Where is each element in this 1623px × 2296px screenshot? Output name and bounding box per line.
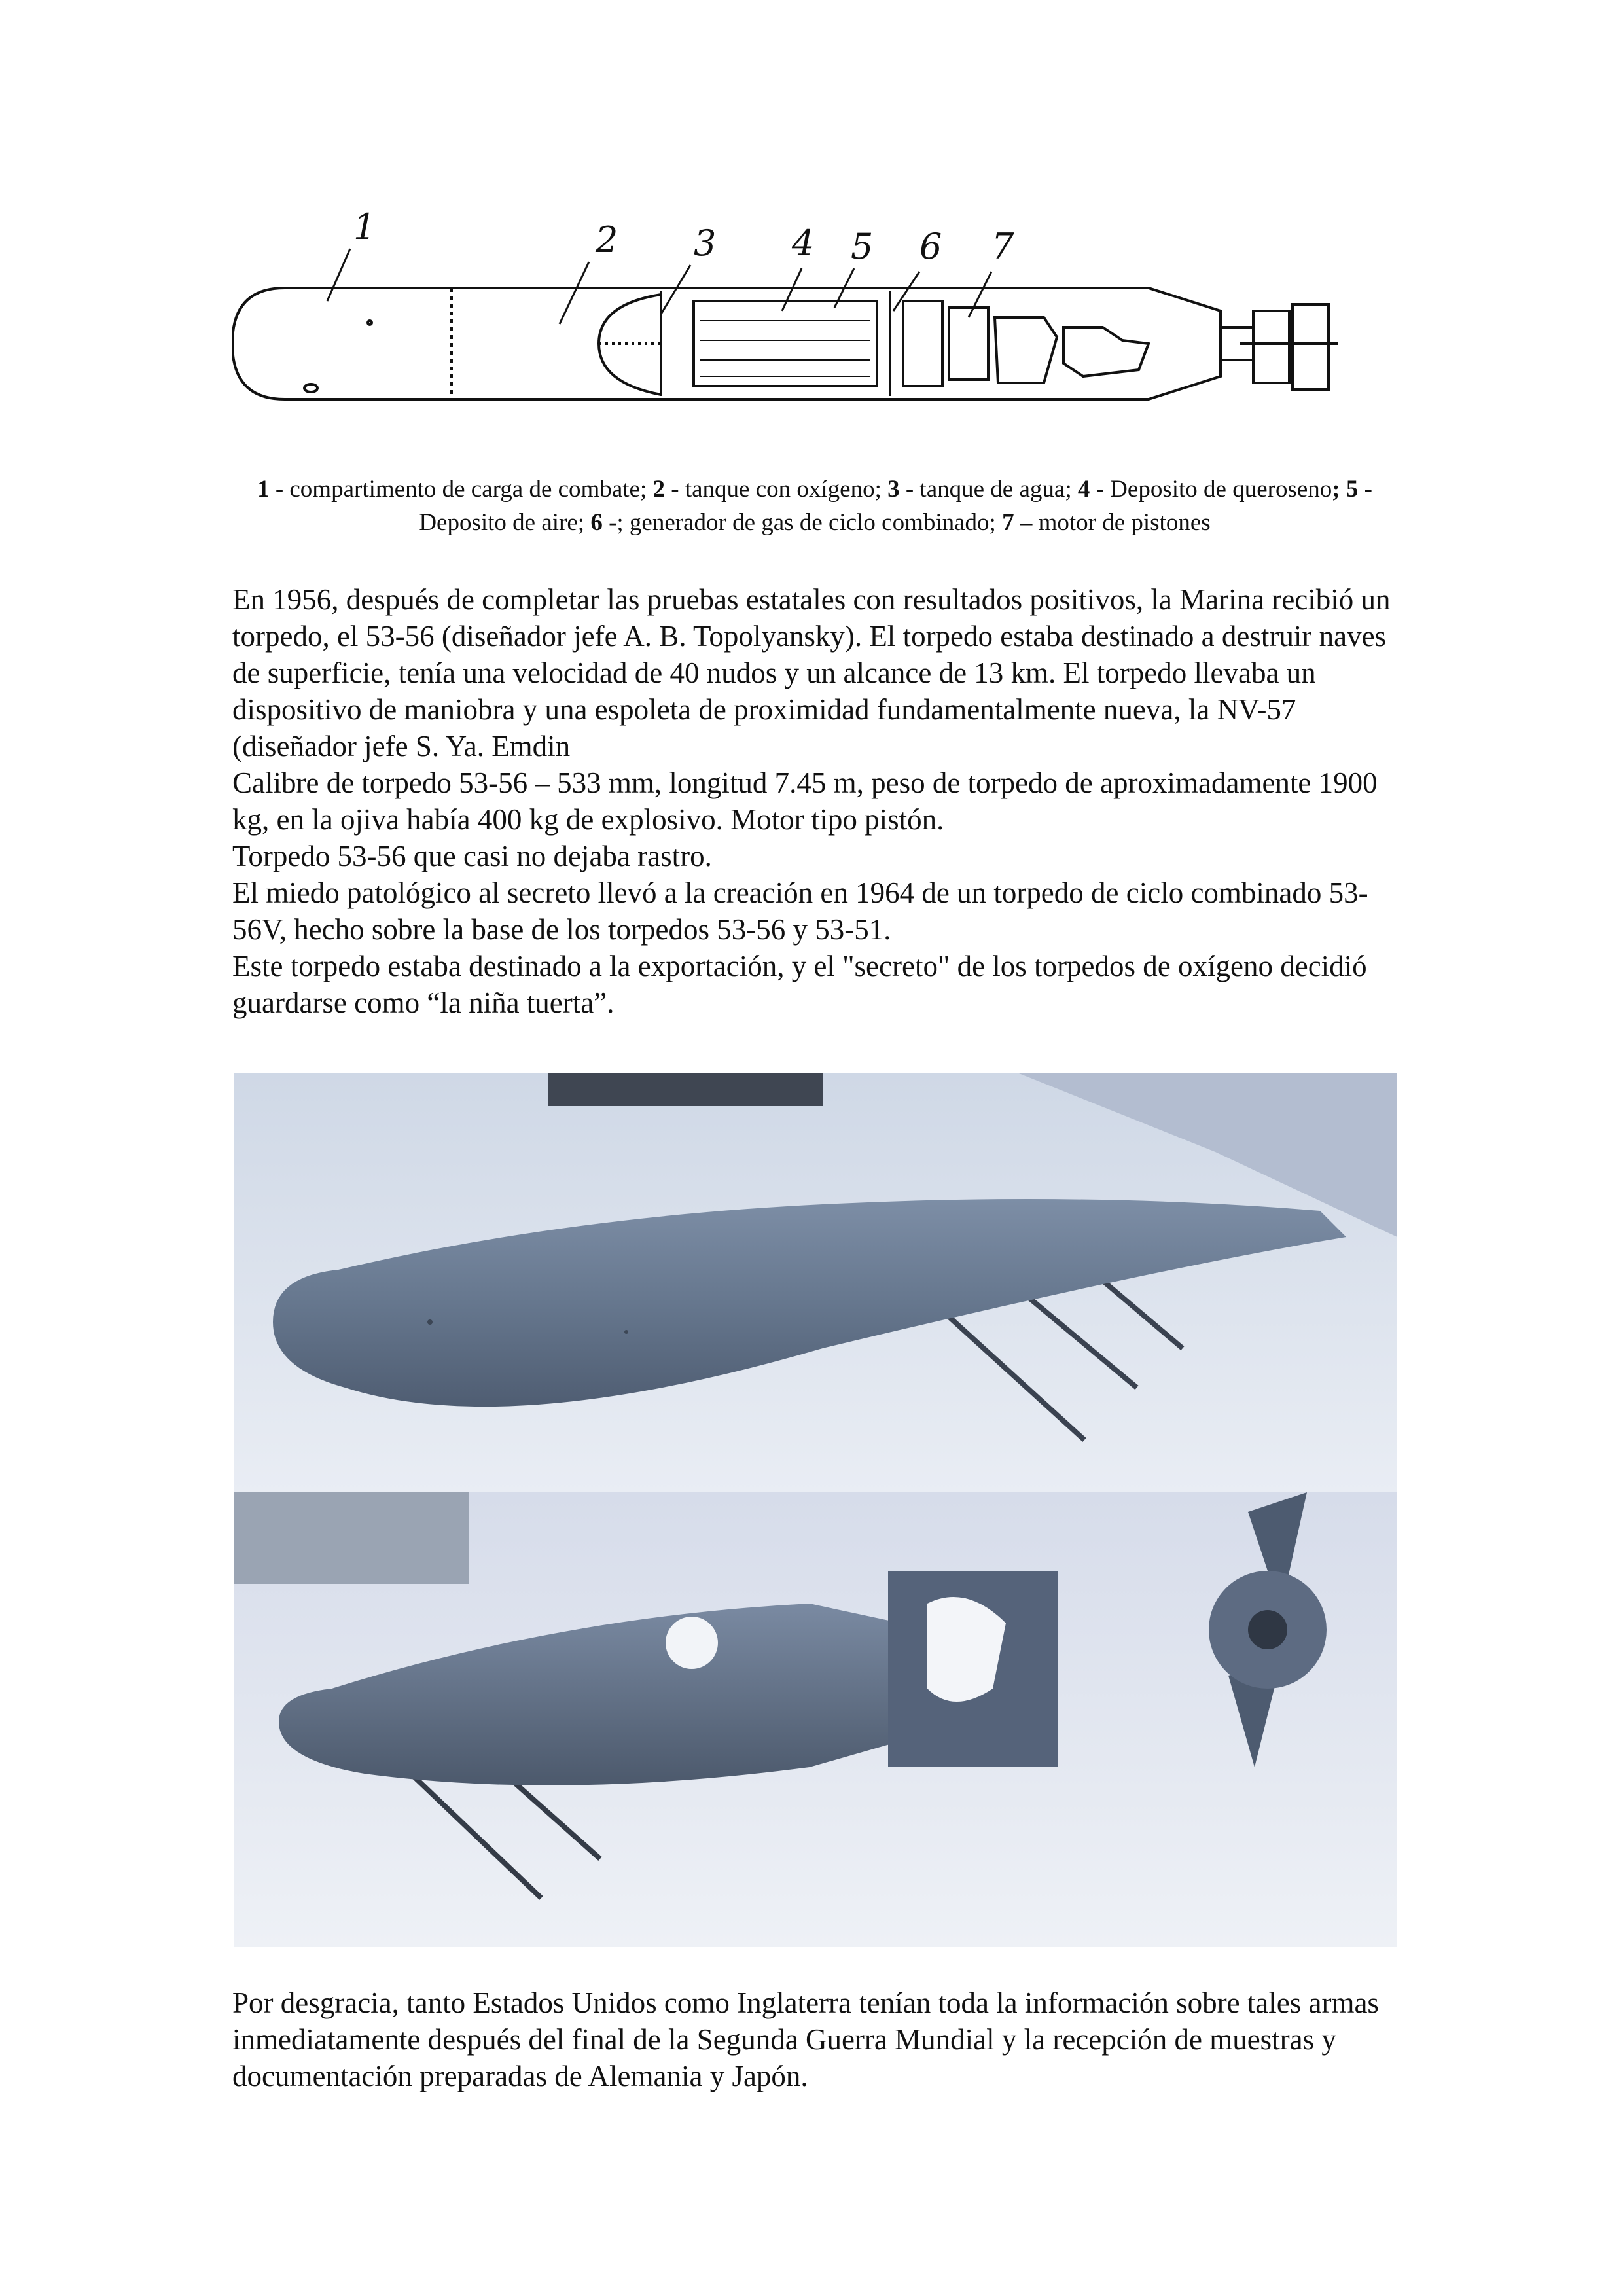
caption-num: 7 <box>1002 509 1014 536</box>
paragraph: Este torpedo estaba destinado a la exportación, y el "secreto" de los torpedos de oxígeno decidió guardarse como “la niña tuerta”. <box>232 950 1367 1019</box>
paragraph: En 1956, después de completar las pruebas estatales con resultados positivos, la Marina recibió un torpedo, el 53-56 (diseñador jefe A. B. Topolyansky). El torpedo estaba destinado a destruir naves de superficie, tenía una velocidad de 40 nudos y un alcance de 13 km. El torpedo llevaba un dispositivo de maniobra y una espoleta de proximidad fundamentalmente nueva, la NV-57 (diseñador jefe S. Ya. Emdin <box>232 583 1391 762</box>
diagram-label-2: 2 <box>596 219 618 260</box>
caption-text: - Deposito de aire; <box>419 476 1372 536</box>
diagram-caption <box>232 473 1397 539</box>
diagram-label-5: 5 <box>851 226 874 267</box>
body-text-section-1 <box>232 581 1397 1021</box>
caption-num: 6 <box>590 509 603 536</box>
diagram-label-1: 1 <box>353 206 376 247</box>
caption-text: - compartimento de carga de combate; <box>269 476 653 503</box>
caption-text: - tanque de agua; <box>899 476 1078 503</box>
diagram-svg <box>232 187 1397 445</box>
caption-num: ; <box>1332 476 1340 503</box>
caption-num: 5 <box>1346 476 1359 503</box>
caption-num: 3 <box>887 476 900 503</box>
body-text-section-2 <box>232 1984 1397 2094</box>
paragraph: Torpedo 53-56 que casi no dejaba rastro. <box>232 840 712 872</box>
diagram-label-3: 3 <box>694 223 717 264</box>
caption-text: -; generador de gas de ciclo combinado; <box>602 509 1003 536</box>
caption-text: - tanque con oxígeno; <box>665 476 888 503</box>
caption-text: – motor de pistones <box>1014 509 1211 536</box>
torpedo-tail-photo <box>234 1492 1397 1947</box>
torpedo-nose-photo <box>234 1073 1397 1492</box>
paragraph: Calibre de torpedo 53-56 – 533 mm, longitud 7.45 m, peso de torpedo de aproximadamente 1900 kg, en la ojiva había 400 kg de explosivo. Motor tipo pistón. <box>232 766 1378 836</box>
photo-bottom-svg <box>234 1492 1397 1947</box>
paragraph: Por desgracia, tanto Estados Unidos como Inglaterra tenían toda la información sobre tales armas inmediatamente después del final de la Segunda Guerra Mundial y la recepción de muestras y documentación preparadas de Alemania y Japón. <box>232 1986 1379 2092</box>
photo-top-svg <box>234 1073 1397 1492</box>
paragraph: El miedo patológico al secreto llevó a la creación en 1964 de un torpedo de ciclo combinado 53-56V, hecho sobre la base de los torpedos 53-56 y 53-51. <box>232 876 1368 946</box>
caption-text: - Deposito de queroseno <box>1090 476 1332 503</box>
caption-num: 4 <box>1077 476 1090 503</box>
torpedo-hull-outline <box>232 288 1221 399</box>
caption-num: 1 <box>257 476 270 503</box>
diagram-label-4: 4 <box>792 223 815 264</box>
diagram-label-7: 7 <box>991 226 1014 267</box>
diagram-label-6: 6 <box>919 226 942 267</box>
torpedo-cutaway-diagram <box>232 187 1397 445</box>
caption-num: 2 <box>652 476 665 503</box>
